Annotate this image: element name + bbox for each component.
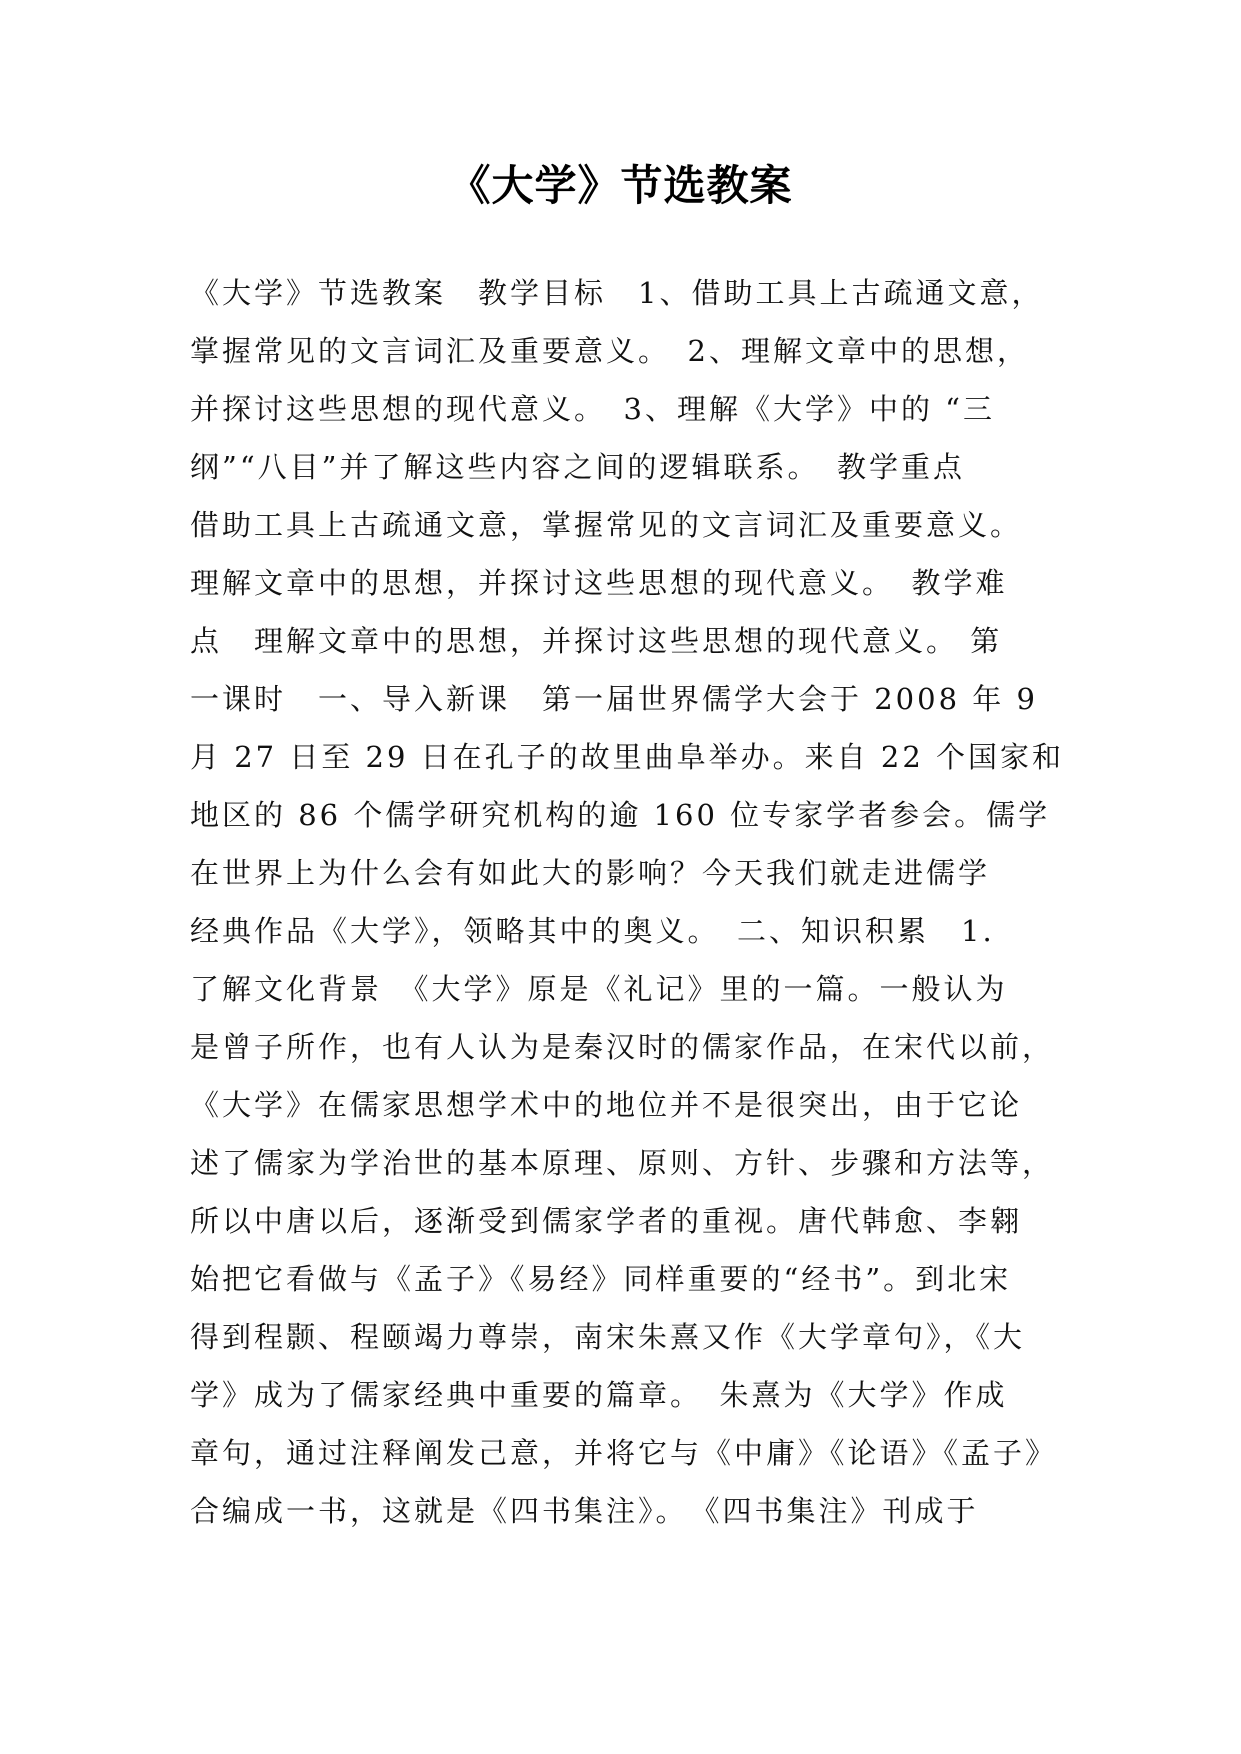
text-line: 理解文章中的思想，并探讨这些思想的现代意义。 教学难: [190, 566, 1008, 600]
text-line: 在世界上为什么会有如此大的影响？今天我们就走进儒学: [190, 856, 991, 890]
text-line: 地区的 86 个儒学研究机构的逾 160 位专家学者参会。儒学: [190, 798, 1051, 832]
text-line: 经典作品《大学》，领略其中的奥义。 二、知识积累 1.: [190, 914, 995, 948]
text-line: 纲”“八目”并了解这些内容之间的逻辑联系。 教学重点: [190, 450, 965, 484]
text-line: 得到程颢、程颐竭力尊崇，南宋朱熹又作《大学章句》，《大: [190, 1320, 1026, 1354]
text-line: 述了儒家为学治世的基本原理、原则、方针、步骤和方法等，: [190, 1146, 1055, 1180]
page-title: 《大学》节选教案: [448, 161, 793, 210]
text-line: 了解文化背景 《大学》原是《礼记》里的一篇。一般认为: [190, 972, 1008, 1006]
text-line: 并探讨这些思想的现代意义。 3、理解《大学》中的 “三: [190, 392, 995, 426]
text-line: 一课时 一、导入新课 第一届世界儒学大会于 2008 年 9: [190, 682, 1038, 716]
text-line: 合编成一书，这就是《四书集注》。 《四书集注》刊成于: [190, 1494, 979, 1528]
text-line: 所以中唐以后，逐渐受到儒家学者的重视。唐代韩愈、李翱: [190, 1204, 1023, 1238]
text-line: 章句，通过注释阐发己意，并将它与《中庸》《论语》《孟子》: [190, 1436, 1058, 1470]
text-line: 《大学》节选教案 教学目标 1、借助工具上古疏通文意，: [190, 276, 1044, 310]
body-text: [190, 264, 1070, 1540]
text-line: 《大学》在儒家思想学术中的地位并不是很突出，由于它论: [190, 1088, 1023, 1122]
text-line: 借助工具上古疏通文意，掌握常见的文言词汇及重要意义。: [190, 508, 1023, 542]
text-line: 是曾子所作，也有人认为是秦汉时的儒家作品，在宋代以前，: [190, 1030, 1055, 1064]
text-line: 学》成为了儒家经典中重要的篇章。 朱熹为《大学》作成: [190, 1378, 1008, 1412]
text-line: 月 27 日至 29 日在孔子的故里曲阜举办。来自 22 个国家和: [190, 740, 1065, 774]
text-line: 掌握常见的文言词汇及重要意义。 2、理解文章中的思想，: [190, 334, 1029, 368]
text-line: 点 理解文章中的思想，并探讨这些思想的现代意义。 第: [190, 624, 1003, 658]
text-line: 始把它看做与《孟子》《易经》同样重要的“经书”。到北宋: [190, 1262, 1012, 1296]
